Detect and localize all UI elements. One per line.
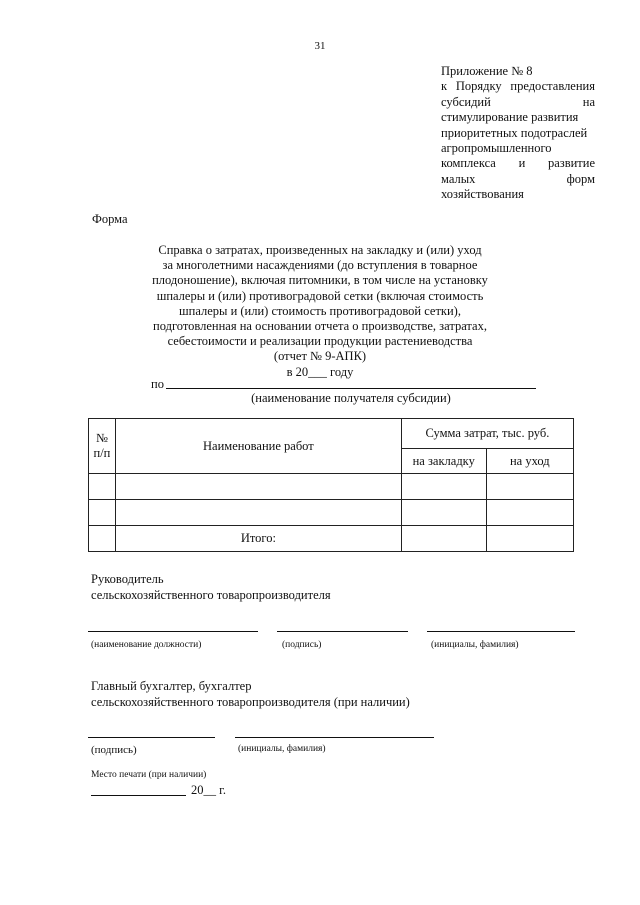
appendix-line: агропромышленного <box>441 141 552 156</box>
total-label: Итого: <box>115 526 401 552</box>
title-line: (отчет № 9-АПК) <box>273 349 367 364</box>
accountant-title: Главный бухгалтер, бухгалтер сельскохозяйственного товаропроизводителя (при наличии) <box>91 679 410 709</box>
accountant-signature-field[interactable] <box>88 737 215 738</box>
head-name-caption: (инициалы, фамилия) <box>431 640 519 650</box>
header-sum-care: на уход <box>486 449 573 474</box>
title-line: себестоимости и реализации продукции растениеводства <box>167 334 473 349</box>
title-line: шпалеры и (или) стоимость противоградовой сетки), <box>179 303 461 318</box>
appendix-line: стимулирование развития <box>441 110 579 125</box>
total-planting-cell[interactable] <box>401 526 486 552</box>
date-field[interactable] <box>91 795 186 796</box>
title-line: подготовленная на основании отчета о производстве, затратах, <box>153 319 487 334</box>
recipient-field[interactable] <box>166 388 536 389</box>
appendix-block <box>441 64 595 203</box>
appendix-line: приоритетных подотраслей <box>441 125 588 140</box>
table-cell[interactable] <box>486 474 573 500</box>
head-title: Руководитель сельскохозяйственного товаропроизводителя <box>91 572 331 602</box>
appendix-title: Приложение № 8 <box>441 64 533 78</box>
title-line: плодоношение), включая питомники, в том числе на установку <box>152 273 488 288</box>
total-care-cell[interactable] <box>486 526 573 552</box>
table-cell[interactable] <box>89 474 116 500</box>
appendix-line: к Порядку предоставления <box>441 79 595 94</box>
form-label: Форма <box>92 212 128 226</box>
table-row <box>89 474 574 500</box>
recipient-prefix: по <box>151 377 164 391</box>
stamp-note: Место печати (при наличии) <box>91 770 207 780</box>
header-name: Наименование работ <box>115 419 401 474</box>
head-signature-caption: (подпись) <box>282 640 322 650</box>
accountant-name-caption: (инициалы, фамилия) <box>238 744 326 754</box>
head-position-field[interactable] <box>88 631 258 632</box>
accountant-name-field[interactable] <box>235 737 434 738</box>
table-cell[interactable] <box>401 474 486 500</box>
table-cell[interactable] <box>89 500 116 526</box>
title-line: за многолетними насаждениями (до вступления в товарное <box>162 258 478 273</box>
header-num: № п/п <box>89 419 116 474</box>
accountant-signature-caption: (подпись) <box>91 744 137 756</box>
page-number: 31 <box>314 40 326 52</box>
appendix-line: хозяйствования <box>441 187 524 202</box>
table-cell <box>89 526 116 552</box>
document-title <box>120 243 520 380</box>
date-year: 20__ г. <box>191 783 226 797</box>
table-cell[interactable] <box>115 474 401 500</box>
recipient-caption: (наименование получателя субсидии) <box>251 391 451 405</box>
title-line: Справка о затратах, произведенных на закладку и (или) уход <box>158 243 482 257</box>
appendix-line: субсидий на <box>441 94 595 109</box>
costs-table <box>88 418 574 552</box>
table-cell[interactable] <box>401 500 486 526</box>
total-row <box>89 526 574 552</box>
head-signature-field[interactable] <box>277 631 408 632</box>
head-position-caption: (наименование должности) <box>91 640 202 650</box>
table-cell[interactable] <box>115 500 401 526</box>
table-cell[interactable] <box>486 500 573 526</box>
title-line: шпалеры и (или) противоградовой сетки (включая стоимость <box>156 288 484 303</box>
appendix-line: малых форм <box>441 171 595 186</box>
header-sum: Сумма затрат, тыс. руб. <box>401 419 573 449</box>
title-line: в 20___ году <box>286 364 354 379</box>
table-row <box>89 500 574 526</box>
header-sum-planting: на закладку <box>401 449 486 474</box>
head-name-field[interactable] <box>427 631 575 632</box>
appendix-line: комплекса и развитие <box>441 156 595 171</box>
